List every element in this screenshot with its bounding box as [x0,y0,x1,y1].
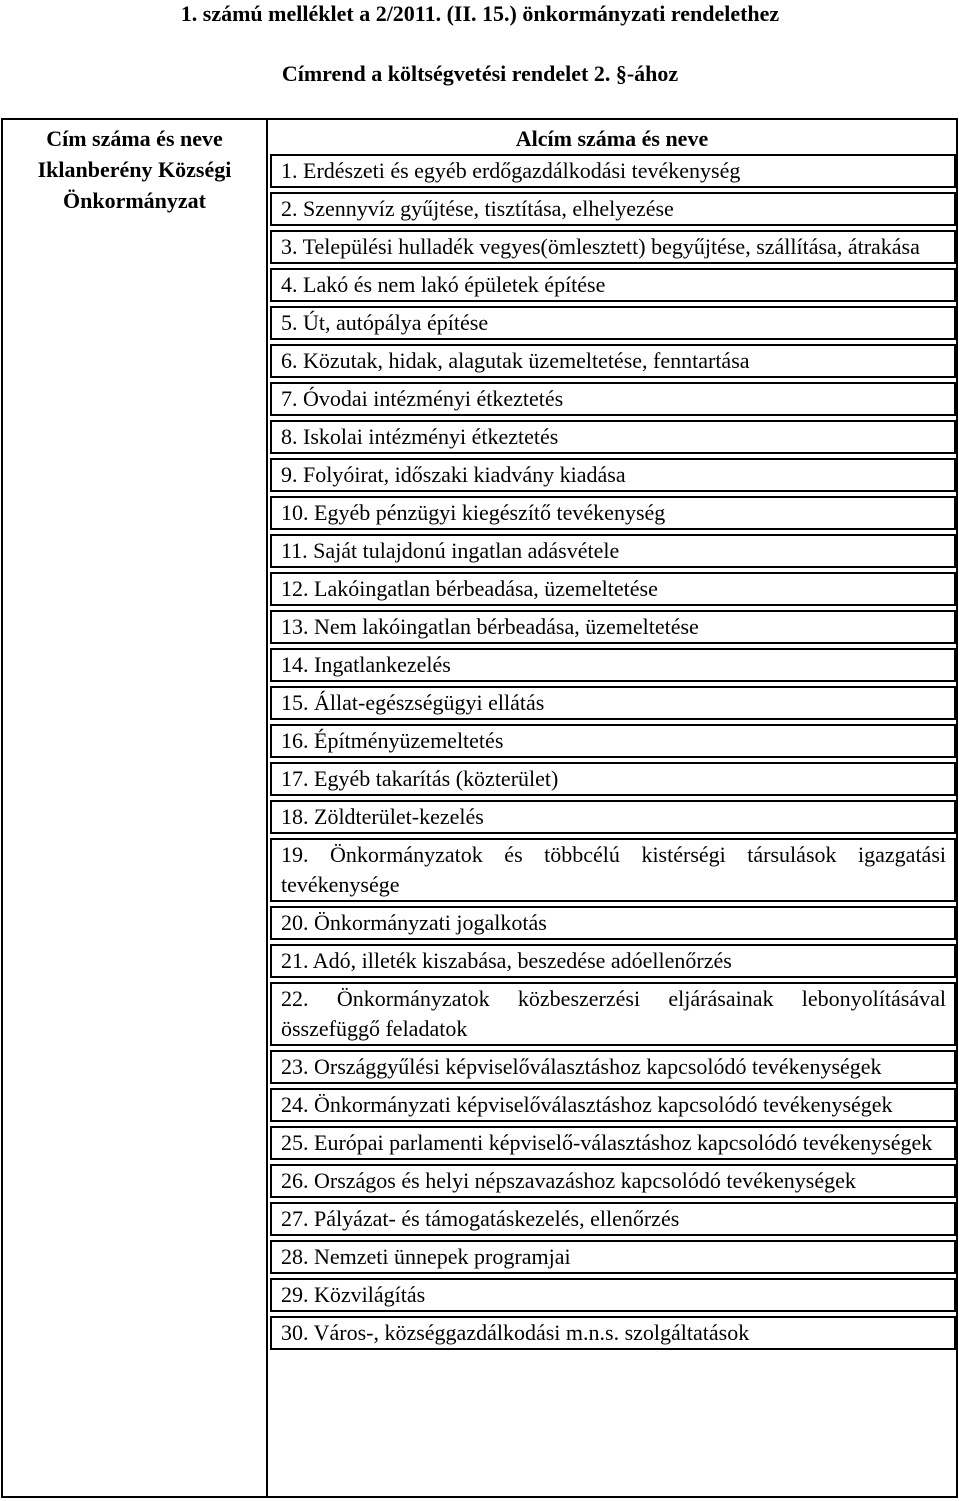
subtitle-item: 27. Pályázat- és támogatáskezelés, ellenőrzés [270,1202,956,1236]
subtitle-item: 20. Önkormányzati jogalkotás [270,906,956,940]
subtitle-item: 28. Nemzeti ünnepek programjai [270,1240,956,1274]
subtitle-item: 5. Út, autópálya építése [270,306,956,340]
subtitle-item: 1. Erdészeti és egyéb erdőgazdálkodási tevékenység [270,154,956,188]
subtitle-column [268,120,956,1496]
subtitle-column-header: Alcím száma és neve [515,126,709,151]
title-column-header: Cím száma és neve [46,126,223,151]
subtitle-item: 22. Önkormányzatok közbeszerzési eljárásainak lebonyolításával összefüggő feladatok [270,982,956,1046]
subtitle-list [270,154,956,1350]
subtitle-item: 29. Közvilágítás [270,1278,956,1312]
subtitle-item: 11. Saját tulajdonú ingatlan adásvétele [270,534,956,568]
subtitle-item: 4. Lakó és nem lakó épületek építése [270,268,956,302]
subtitle-item: 6. Közutak, hidak, alagutak üzemeltetése, fenntartása [270,344,956,378]
subtitle-item: 12. Lakóingatlan bérbeadása, üzemeltetése [270,572,956,606]
subtitle-item: 8. Iskolai intézményi étkeztetés [270,420,956,454]
subtitle-item: 18. Zöldterület-kezelés [270,800,956,834]
subtitle-item: 23. Országgyűlési képviselőválasztáshoz kapcsolódó tevékenységek [270,1050,956,1084]
subtitle-item: 24. Önkormányzati képviselőválasztáshoz kapcsolódó tevékenységek [270,1088,956,1122]
document-title: 1. számú melléklet a 2/2011. (II. 15.) önkormányzati rendelethez [180,1,780,26]
subtitle-item: 17. Egyéb takarítás (közterület) [270,762,956,796]
subtitle-item: 14. Ingatlankezelés [270,648,956,682]
subtitle-item: 9. Folyóirat, időszaki kiadvány kiadása [270,458,956,492]
subtitle-item: 26. Országos és helyi népszavazáshoz kapcsolódó tevékenységek [270,1164,956,1198]
document-subtitle: Címrend a költségvetési rendelet 2. §-ához [281,61,679,86]
title-name: Iklanberény Községi Önkormányzat [37,157,232,213]
subtitle-item: 30. Város-, községgazdálkodási m.n.s. szolgáltatások [270,1316,956,1350]
subtitle-item: 16. Építményüzemeltetés [270,724,956,758]
subtitle-item: 15. Állat-egészségügyi ellátás [270,686,956,720]
subtitle-item: 10. Egyéb pénzügyi kiegészítő tevékenység [270,496,956,530]
subtitle-item: 3. Települési hulladék vegyes(ömlesztett) begyűjtése, szállítása, átrakása [270,230,956,264]
subtitle-item: 25. Európai parlamenti képviselő-választáshoz kapcsolódó tevékenységek [270,1126,956,1160]
subtitle-item: 21. Adó, illeték kiszabása, beszedése adóellenőrzés [270,944,956,978]
title-order-table [1,118,958,1498]
subtitle-item: 2. Szennyvíz gyűjtése, tisztítása, elhelyezése [270,192,956,226]
subtitle-item: 19. Önkormányzatok és többcélú kistérségi társulások igazgatási tevékenysége [270,838,956,902]
title-column [3,120,268,1496]
subtitle-item: 7. Óvodai intézményi étkeztetés [270,382,956,416]
subtitle-item: 13. Nem lakóingatlan bérbeadása, üzemeltetése [270,610,956,644]
